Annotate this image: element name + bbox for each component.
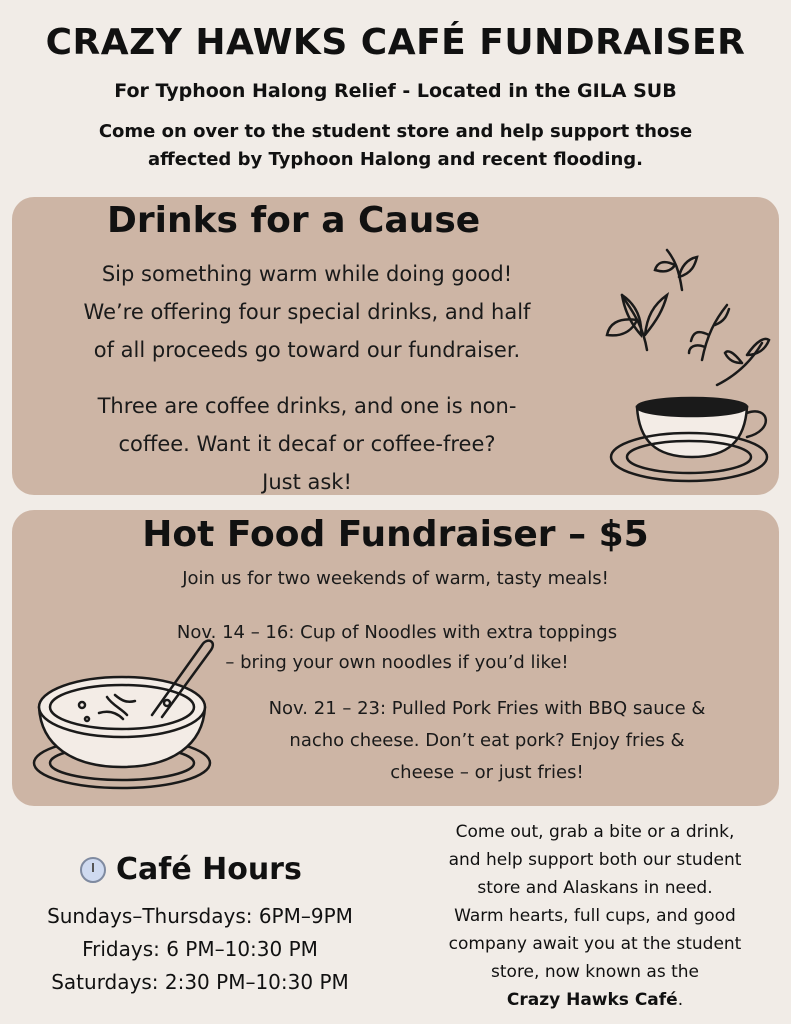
- cafe-name: Crazy Hawks Café: [506, 990, 678, 1010]
- intro-line: Come on over to the student store and help support those: [98, 121, 693, 142]
- drinks-paragraph: [12, 387, 602, 501]
- clock-icon: [80, 857, 106, 883]
- closing-line: company await you at the student: [448, 934, 742, 954]
- hours-heading: [80, 852, 302, 887]
- intro-line: affected by Typhoon Halong and recent flooding.: [148, 149, 643, 170]
- drinks-heading: Drinks for a Cause: [107, 200, 481, 241]
- drinks-line: coffee. Want it decaf or coffee-free?: [118, 432, 496, 456]
- drinks-panel: [12, 197, 779, 495]
- food-item-fries: [207, 693, 767, 789]
- intro-text: [40, 118, 751, 174]
- hours-heading-text: Café Hours: [116, 852, 302, 887]
- closing-text: [405, 818, 785, 1014]
- drinks-line: Sip something warm while doing good!: [101, 262, 513, 286]
- hours-line: Saturdays: 2:30 PM–10:30 PM: [51, 970, 349, 994]
- closing-signoff: [405, 986, 785, 1014]
- food-line: Nov. 14 – 16: Cup of Noodles with extra toppings: [176, 622, 618, 643]
- food-line: Nov. 21 – 23: Pulled Pork Fries with BBQ sauce &: [268, 698, 706, 719]
- hours-list: [0, 900, 400, 999]
- drinks-line: Three are coffee drinks, and one is non-: [97, 394, 517, 418]
- closing-line: and help support both our student: [448, 850, 742, 870]
- closing-line: store and Alaskans in need.: [477, 878, 713, 898]
- closing-line: Warm hearts, full cups, and good: [454, 906, 736, 926]
- food-line: – bring your own noodles if you’d like!: [225, 652, 569, 673]
- page-subtitle: For Typhoon Halong Relief - Located in the GILA SUB: [114, 80, 677, 102]
- hours-line: Sundays–Thursdays: 6PM–9PM: [47, 904, 353, 928]
- drinks-line: We’re offering four special drinks, and half: [83, 300, 531, 324]
- page-title: CRAZY HAWKS CAFÉ FUNDRAISER: [45, 22, 746, 63]
- closing-period: .: [677, 990, 684, 1010]
- food-panel: [12, 510, 779, 806]
- drinks-paragraph: [12, 255, 602, 369]
- drinks-line: Just ask!: [262, 470, 352, 494]
- food-heading: Hot Food Fundraiser – $5: [142, 514, 649, 555]
- food-line: cheese – or just fries!: [390, 762, 584, 783]
- drinks-line: of all proceeds go toward our fundraiser.: [93, 338, 521, 362]
- closing-line: store, now known as the: [491, 962, 699, 982]
- soup-bowl-icon: [27, 635, 227, 795]
- closing-line: Come out, grab a bite or a drink,: [455, 822, 735, 842]
- food-line: nacho cheese. Don’t eat pork? Enjoy fries &: [289, 730, 685, 751]
- hours-line: Fridays: 6 PM–10:30 PM: [82, 937, 318, 961]
- coffee-cup-icon: [597, 225, 777, 490]
- food-intro: Join us for two weekends of warm, tasty meals!: [182, 568, 609, 589]
